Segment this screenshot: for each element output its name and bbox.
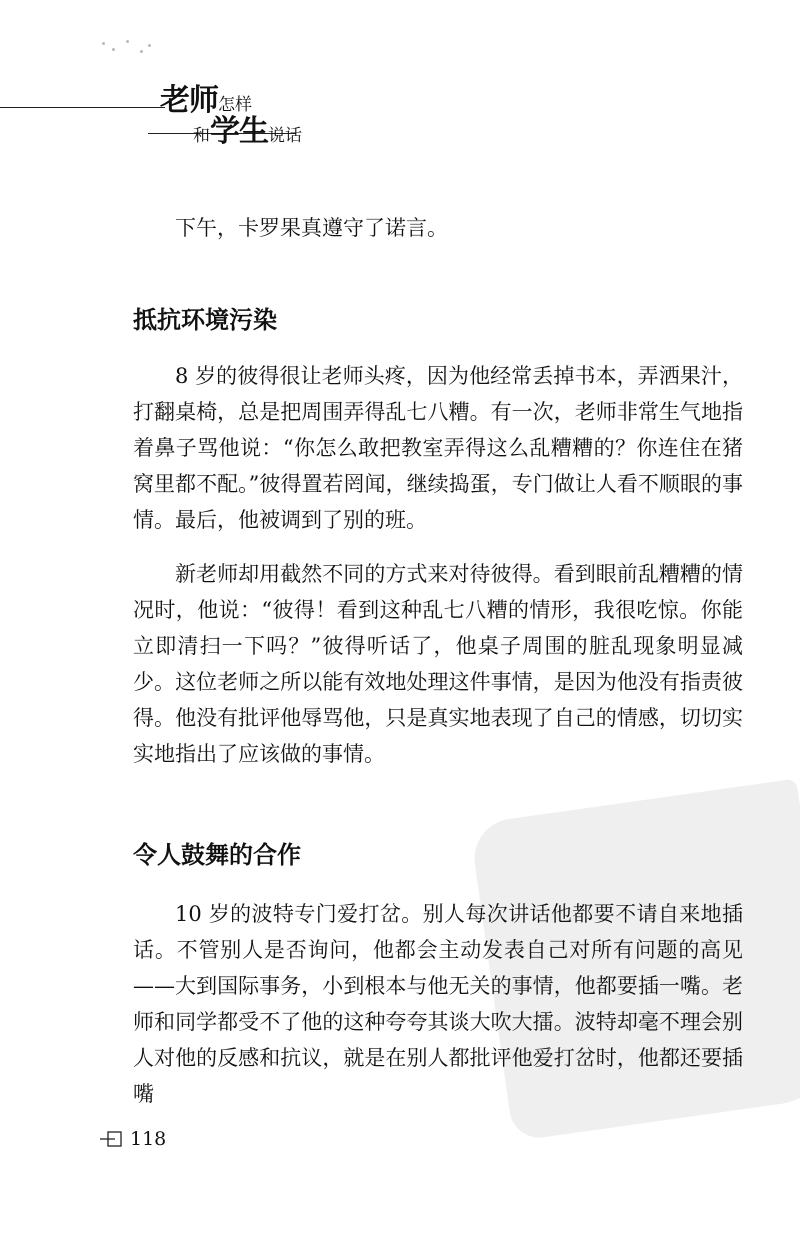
intro-paragraph: 下午，卡罗果真遵守了诺言。 [175, 216, 448, 240]
header-title-prefix: 和 [193, 126, 210, 146]
header-decoration-dots [96, 38, 156, 58]
header-title-small1: 怎样 [218, 95, 252, 115]
header-rule-top [0, 107, 165, 108]
header-title-line2 [193, 114, 302, 149]
section-heading-cooperation: 令人鼓舞的合作 [133, 841, 301, 869]
header-title-big1: 老师 [160, 83, 218, 118]
header-title-big2: 学生 [210, 114, 268, 149]
section1-paragraph-1: 8 岁的彼得很让老师头疼，因为他经常丢掉书本，弄洒果汁，打翻桌椅，总是把周围弄得乱七八糟。有一次，老师非常生气地指着鼻子骂他说：“你怎么敢把教室弄得这么乱糟糟的？你连住在猪窝里都不配。”彼得置若罔闻，继续捣蛋，专门做让人看不顺眼的事情。最后，他被调到了别的班。 [133, 364, 743, 532]
section1-paragraph-2: 新老师却用截然不同的方式来对待彼得。看到眼前乱糟糟的情况时，他说：“彼得！看到这种乱七八糟的情形，我很吃惊。你能立即清扫一下吗？”彼得听话了，他桌子周围的脏乱现象明显减少。这位老师之所以能有效地处理这件事情，是因为他没有指责彼得。他没有批评他辱骂他，只是真实地表现了自己的情感，切切实实地指出了应该做的事情。 [133, 562, 743, 766]
page-marker-icon [100, 1130, 122, 1148]
section2-paragraph-1: 10 岁的波特专门爱打岔。别人每次讲话他都要不请自来地插话。不管别人是否询问，他都会主动发表自己对所有问题的高见——大到国际事务，小到根本与他无关的事情，他都要插一嘴。老师和同学都受不了他的这种夸夸其谈大吹大擂。波特却毫不理会别人对他的反感和抗议，就是在别人都批评他爱打岔时，他都还要插嘴 [133, 902, 743, 1106]
page-number: 118 [130, 1128, 167, 1150]
header-title-small2: 说话 [268, 126, 302, 146]
section-heading-pollution: 抵抗环境污染 [133, 306, 277, 334]
header-title-line1 [160, 83, 252, 118]
